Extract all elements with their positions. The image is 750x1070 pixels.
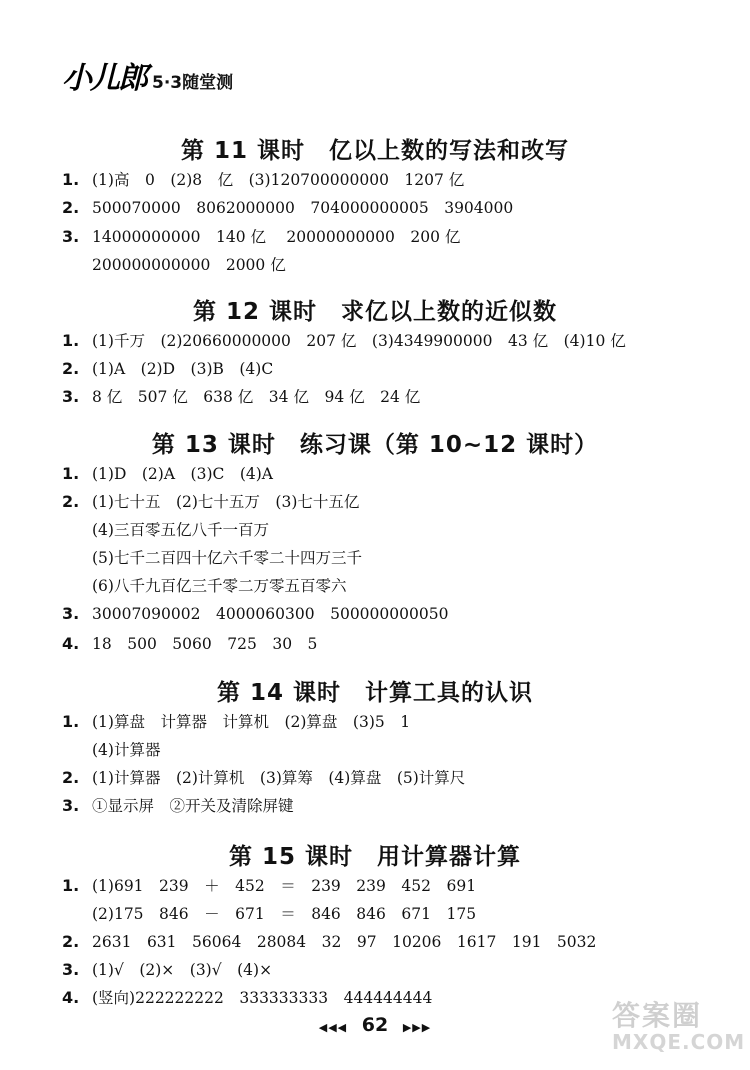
question-number: 2.	[62, 768, 80, 787]
question-number: 3.	[62, 960, 80, 979]
section-title-13: 第 13 课时 练习课（第 10~12 课时）	[151, 432, 599, 458]
answer-line: (6)八千九百亿三千零二万零五百零六	[92, 577, 347, 595]
logo	[62, 61, 234, 96]
question-number: 1.	[62, 876, 80, 895]
left-arrows-icon: ◀◀◀	[318, 1021, 348, 1034]
question-number: 2.	[62, 359, 80, 378]
answer-line: 500070000 8062000000 704000000005 3904000	[92, 199, 514, 217]
answer-line: (1)算盘 计算器 计算机 (2)算盘 (3)5 1	[92, 713, 411, 731]
section-title-11: 第 11 课时 亿以上数的写法和改写	[180, 138, 570, 164]
answer-line: (1)A (2)D (3)B (4)C	[92, 360, 274, 378]
question-number: 3.	[62, 604, 80, 623]
question-number: 2.	[62, 492, 80, 511]
answer-line: (1)七十五 (2)七十五万 (3)七十五亿	[92, 493, 360, 511]
answer-line: (1)√ (2)× (3)√ (4)×	[92, 961, 273, 979]
answer-line: (1)高 0 (2)8 亿 (3)120700000000 1207 亿	[92, 171, 465, 189]
question-number: 3.	[62, 227, 80, 246]
logo-subtitle: 5·3随堂测	[152, 73, 234, 93]
watermark-logo: 答案圈	[612, 999, 703, 1032]
question-number: 4.	[62, 634, 80, 653]
answer-line: (2)175 846 － 671 ＝ 846 846 671 175	[92, 905, 477, 923]
answer-line: (4)三百零五亿八千一百万	[92, 521, 269, 539]
answer-line: (1)D (2)A (3)C (4)A	[92, 465, 273, 483]
watermark	[612, 999, 746, 1064]
page-number: 62	[361, 1014, 389, 1036]
answer-line: (1)计算器 (2)计算机 (3)算筹 (4)算盘 (5)计算尺	[92, 769, 466, 787]
answer-line: (1)691 239 ＋ 452 ＝ 239 239 452 691	[92, 877, 477, 895]
answer-line: (1)千万 (2)20660000000 207 亿 (3)4349900000 43 亿 (4)10 亿	[92, 332, 626, 350]
question-number: 1.	[62, 331, 80, 350]
watermark-url: MXQE.COM	[612, 1030, 746, 1054]
answer-line: 200000000000 2000 亿	[92, 256, 286, 274]
right-arrows-icon: ▶▶▶	[402, 1021, 432, 1034]
question-number: 1.	[62, 464, 80, 483]
question-number: 1.	[62, 712, 80, 731]
answer-line: (5)七千二百四十亿六千零二十四万三千	[92, 549, 362, 567]
question-number: 3.	[62, 796, 80, 815]
answer-line: 30007090002 4000060300 500000000050	[92, 605, 449, 623]
answer-line: (4)计算器	[92, 741, 161, 759]
logo-text: 小儿郎	[62, 61, 146, 96]
answer-line: 2631 631 56064 28084 32 97 10206 1617 191 5032	[92, 933, 597, 951]
answer-line: (竖向)222222222 333333333 444444444	[92, 989, 433, 1007]
answer-line: 18 500 5060 725 30 5	[92, 635, 318, 653]
answer-line: 14000000000 140 亿 20000000000 200 亿	[92, 228, 461, 246]
section-title-15: 第 15 课时 用计算器计算	[228, 844, 522, 870]
question-number: 3.	[62, 387, 80, 406]
question-number: 2.	[62, 932, 80, 951]
question-number: 2.	[62, 198, 80, 217]
answer-line: 8 亿 507 亿 638 亿 34 亿 94 亿 24 亿	[92, 388, 421, 406]
section-title-14: 第 14 课时 计算工具的认识	[216, 680, 534, 706]
question-number: 4.	[62, 988, 80, 1007]
question-number: 1.	[62, 170, 80, 189]
answer-line: ①显示屏 ②开关及清除屏键	[92, 797, 294, 815]
section-title-12: 第 12 课时 求亿以上数的近似数	[192, 299, 558, 325]
